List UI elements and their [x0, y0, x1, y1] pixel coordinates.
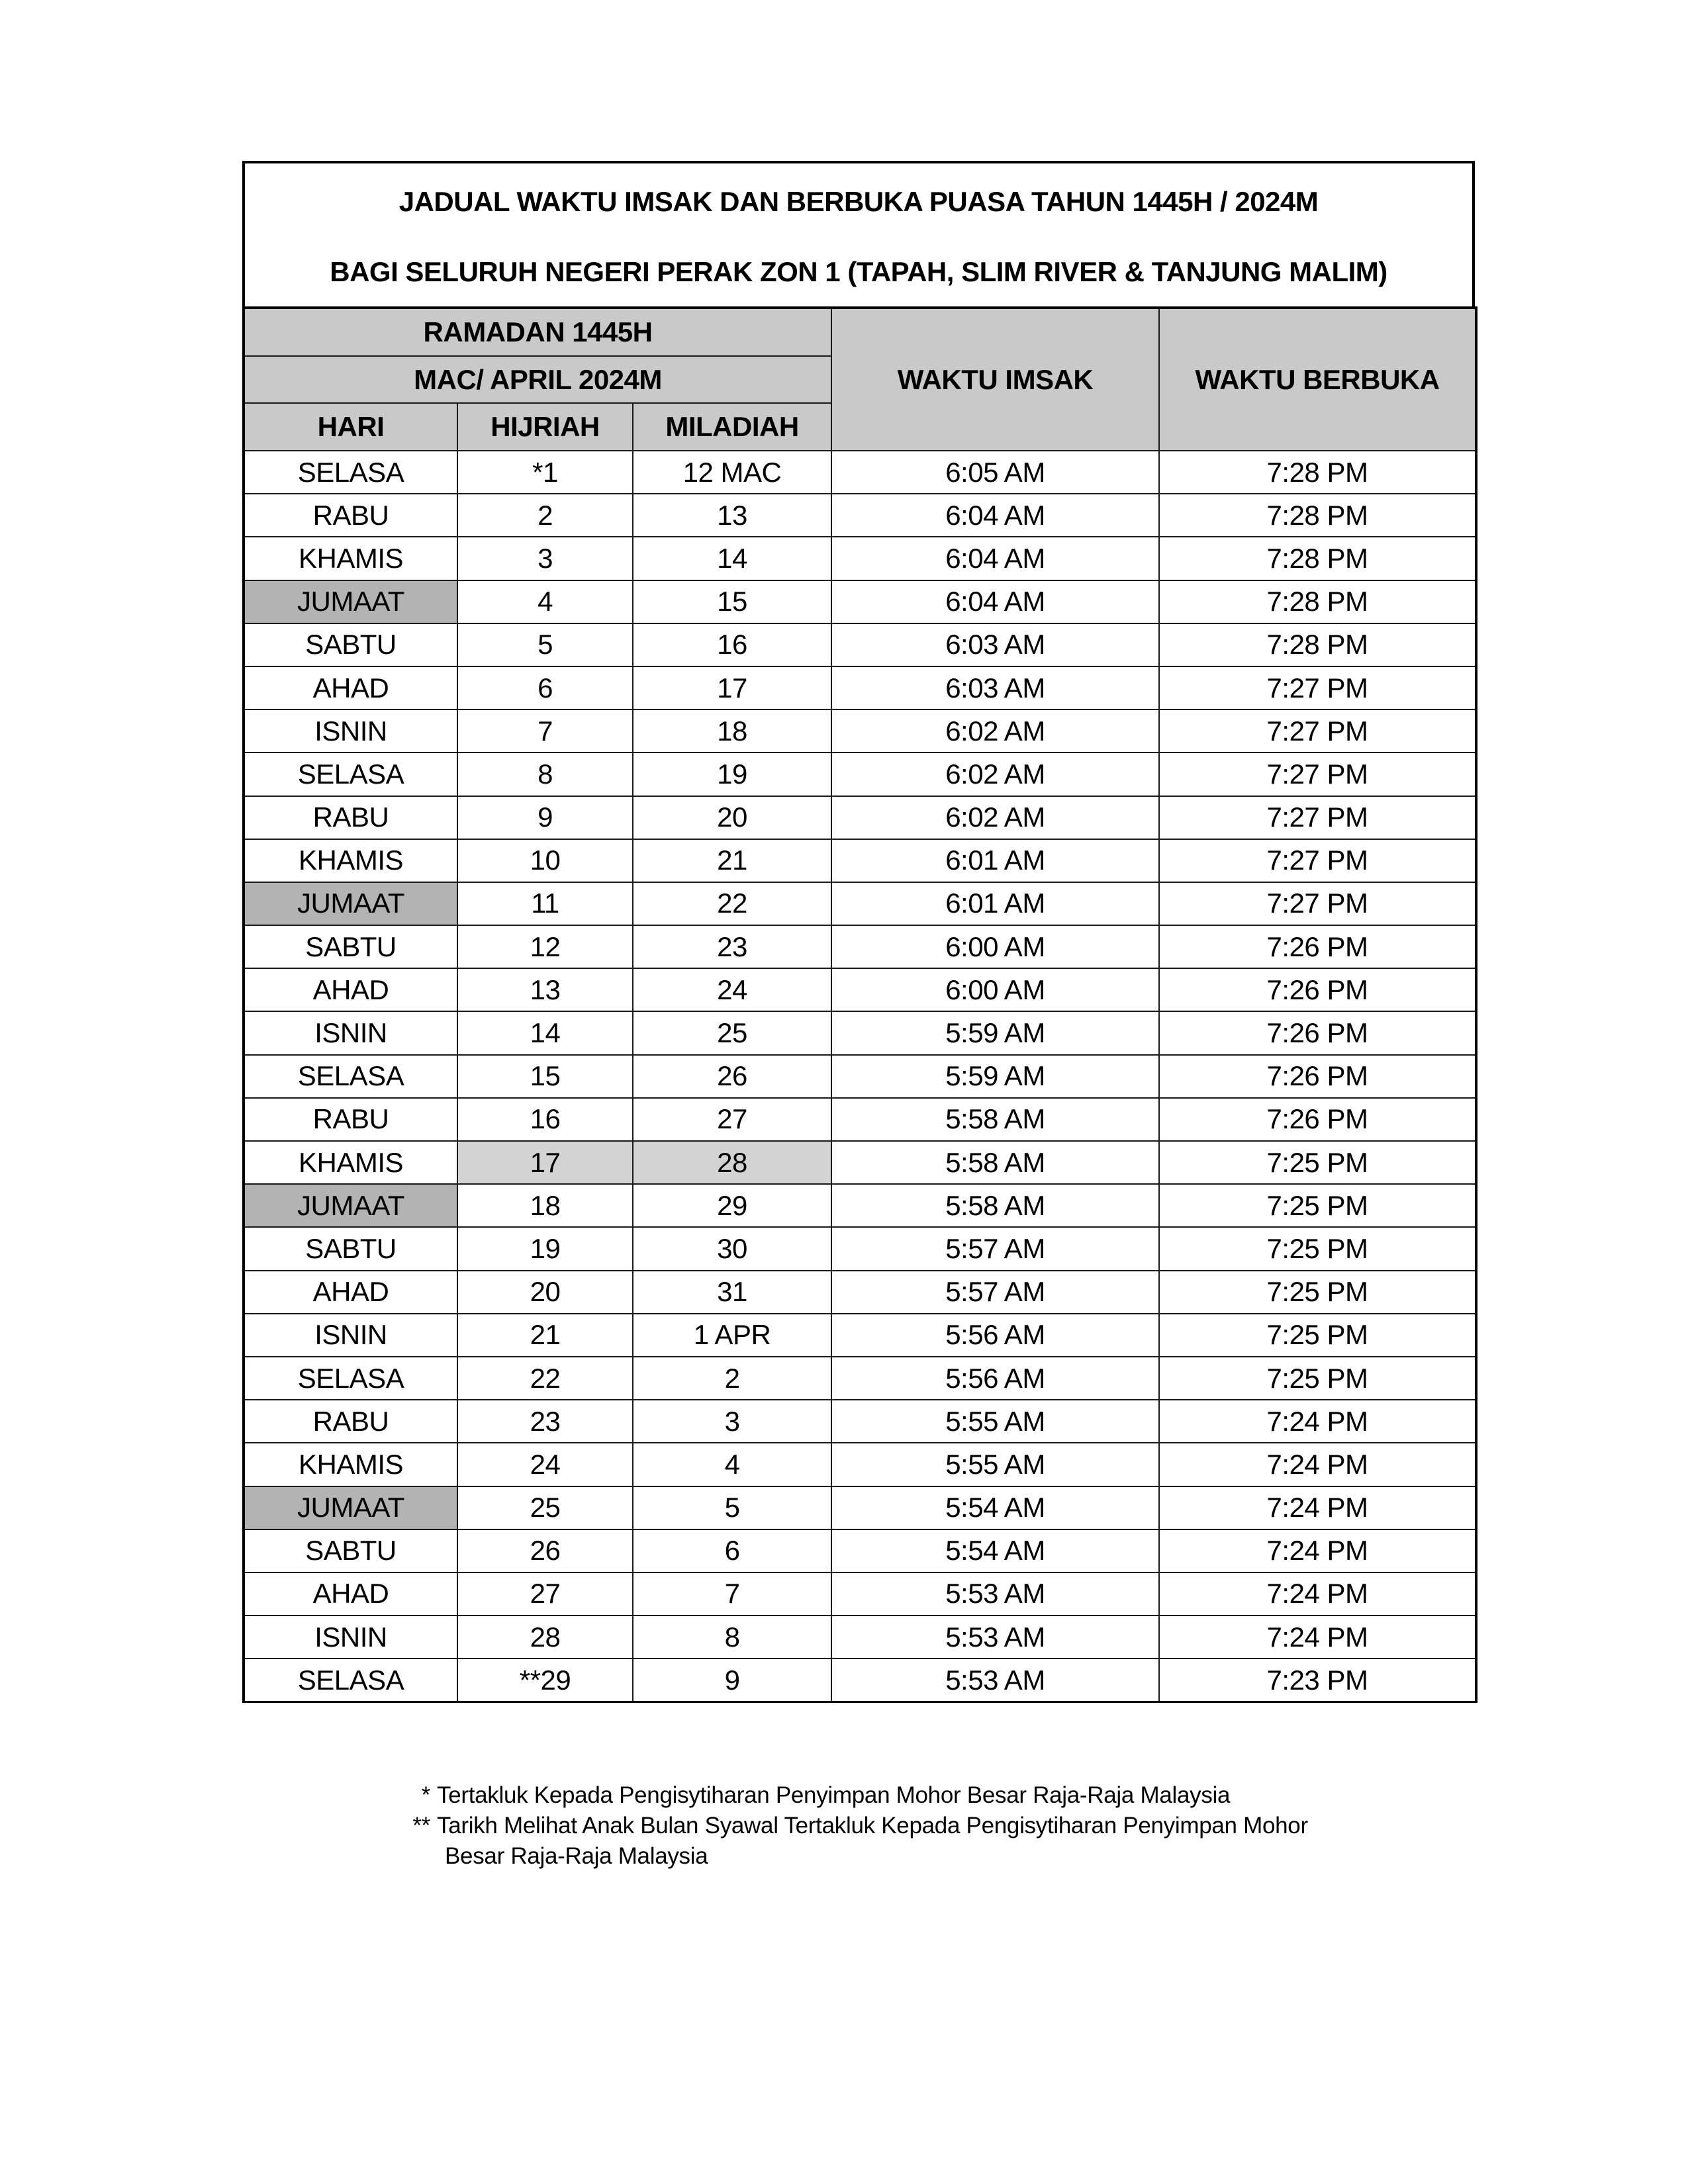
- cell-imsak: 5:53 AM: [831, 1572, 1159, 1615]
- cell-berbuka: 7:24 PM: [1159, 1615, 1476, 1659]
- cell-berbuka: 7:26 PM: [1159, 1098, 1476, 1141]
- header-month: MAC/ APRIL 2024M: [244, 356, 831, 403]
- cell-hari: ISNIN: [244, 1011, 457, 1054]
- cell-hijriah: 4: [457, 580, 633, 623]
- cell-hari: JUMAAT: [244, 580, 457, 623]
- cell-miladiah: 14: [633, 537, 831, 580]
- cell-hijriah: *1: [457, 451, 633, 494]
- cell-imsak: 5:58 AM: [831, 1098, 1159, 1141]
- table-row: [244, 1400, 1476, 1443]
- table-row: [244, 1011, 1476, 1054]
- cell-berbuka: 7:26 PM: [1159, 925, 1476, 968]
- cell-miladiah: 9: [633, 1659, 831, 1702]
- cell-hari: SELASA: [244, 451, 457, 494]
- header-hijriah: HIJRIAH: [457, 403, 633, 451]
- cell-miladiah: 21: [633, 839, 831, 882]
- cell-hari: AHAD: [244, 1572, 457, 1615]
- table-row: [244, 1529, 1476, 1572]
- cell-imsak: 5:57 AM: [831, 1227, 1159, 1270]
- cell-hijriah: 9: [457, 796, 633, 839]
- cell-hijriah: 19: [457, 1227, 633, 1270]
- header-waktu-berbuka: WAKTU BERBUKA: [1159, 308, 1476, 451]
- cell-imsak: 6:00 AM: [831, 968, 1159, 1011]
- cell-hari: SELASA: [244, 752, 457, 796]
- cell-imsak: 5:56 AM: [831, 1357, 1159, 1400]
- cell-imsak: 5:54 AM: [831, 1529, 1159, 1572]
- cell-hijriah: 17: [457, 1141, 633, 1184]
- schedule-body: [244, 451, 1476, 1702]
- cell-hijriah: 5: [457, 623, 633, 666]
- cell-miladiah: 16: [633, 623, 831, 666]
- cell-miladiah: 23: [633, 925, 831, 968]
- table-row: [244, 1184, 1476, 1227]
- cell-hijriah: 28: [457, 1615, 633, 1659]
- cell-berbuka: 7:28 PM: [1159, 494, 1476, 537]
- table-row: [244, 494, 1476, 537]
- cell-berbuka: 7:27 PM: [1159, 882, 1476, 925]
- cell-berbuka: 7:26 PM: [1159, 1011, 1476, 1054]
- table-row: [244, 882, 1476, 925]
- cell-berbuka: 7:25 PM: [1159, 1184, 1476, 1227]
- cell-hijriah: 13: [457, 968, 633, 1011]
- cell-berbuka: 7:25 PM: [1159, 1271, 1476, 1314]
- cell-hari: SABTU: [244, 1227, 457, 1270]
- cell-imsak: 5:53 AM: [831, 1659, 1159, 1702]
- cell-hijriah: **29: [457, 1659, 633, 1702]
- footnote-1-text: Tertakluk Kepada Pengisytiharan Penyimpan Mohor Besar Raja-Raja Malaysia: [437, 1782, 1231, 1808]
- footnote-2-text: Tarikh Melihat Anak Bulan Syawal Tertakluk Kepada Pengisytiharan Penyimpan Mohor: [437, 1813, 1308, 1839]
- table-row: [244, 1314, 1476, 1357]
- cell-miladiah: 26: [633, 1055, 831, 1098]
- footnote-1: [397, 1780, 1456, 1811]
- cell-hijriah: 8: [457, 752, 633, 796]
- cell-berbuka: 7:25 PM: [1159, 1141, 1476, 1184]
- cell-imsak: 6:04 AM: [831, 494, 1159, 537]
- cell-imsak: 5:59 AM: [831, 1011, 1159, 1054]
- cell-miladiah: 13: [633, 494, 831, 537]
- table-row: [244, 709, 1476, 752]
- cell-berbuka: 7:28 PM: [1159, 580, 1476, 623]
- cell-hari: KHAMIS: [244, 537, 457, 580]
- cell-berbuka: 7:28 PM: [1159, 537, 1476, 580]
- cell-miladiah: 6: [633, 1529, 831, 1572]
- header-miladiah: MILADIAH: [633, 403, 831, 451]
- cell-hijriah: 18: [457, 1184, 633, 1227]
- cell-imsak: 6:00 AM: [831, 925, 1159, 968]
- cell-imsak: 5:55 AM: [831, 1400, 1159, 1443]
- table-row: [244, 1055, 1476, 1098]
- cell-hijriah: 27: [457, 1572, 633, 1615]
- cell-berbuka: 7:24 PM: [1159, 1486, 1476, 1529]
- cell-hijriah: 15: [457, 1055, 633, 1098]
- footnote-2: [397, 1811, 1456, 1872]
- cell-miladiah: 29: [633, 1184, 831, 1227]
- cell-berbuka: 7:24 PM: [1159, 1529, 1476, 1572]
- cell-berbuka: 7:26 PM: [1159, 968, 1476, 1011]
- cell-berbuka: 7:24 PM: [1159, 1443, 1476, 1486]
- table-row: [244, 666, 1476, 709]
- cell-imsak: 6:04 AM: [831, 580, 1159, 623]
- cell-miladiah: 7: [633, 1572, 831, 1615]
- cell-miladiah: 20: [633, 796, 831, 839]
- cell-hari: ISNIN: [244, 1314, 457, 1357]
- cell-hari: SABTU: [244, 623, 457, 666]
- cell-hijriah: 22: [457, 1357, 633, 1400]
- cell-hijriah: 7: [457, 709, 633, 752]
- cell-berbuka: 7:25 PM: [1159, 1314, 1476, 1357]
- cell-hari: ISNIN: [244, 709, 457, 752]
- cell-miladiah: 27: [633, 1098, 831, 1141]
- cell-imsak: 6:05 AM: [831, 451, 1159, 494]
- cell-hari: AHAD: [244, 666, 457, 709]
- cell-miladiah: 1 APR: [633, 1314, 831, 1357]
- cell-imsak: 6:01 AM: [831, 839, 1159, 882]
- cell-imsak: 5:58 AM: [831, 1184, 1159, 1227]
- cell-miladiah: 24: [633, 968, 831, 1011]
- cell-hari: AHAD: [244, 968, 457, 1011]
- table-row: [244, 1486, 1476, 1529]
- cell-imsak: 6:02 AM: [831, 752, 1159, 796]
- cell-miladiah: 8: [633, 1615, 831, 1659]
- cell-hari: SELASA: [244, 1055, 457, 1098]
- schedule-table: [242, 306, 1477, 1703]
- table-row: [244, 623, 1476, 666]
- cell-hijriah: 25: [457, 1486, 633, 1529]
- footnote-2-mark: **: [412, 1813, 430, 1839]
- cell-hari: SABTU: [244, 925, 457, 968]
- table-row: [244, 1098, 1476, 1141]
- cell-miladiah: 19: [633, 752, 831, 796]
- cell-hijriah: 16: [457, 1098, 633, 1141]
- cell-miladiah: 3: [633, 1400, 831, 1443]
- cell-berbuka: 7:28 PM: [1159, 451, 1476, 494]
- cell-berbuka: 7:24 PM: [1159, 1400, 1476, 1443]
- footnote-1-mark: *: [421, 1782, 430, 1808]
- cell-miladiah: 31: [633, 1271, 831, 1314]
- cell-berbuka: 7:25 PM: [1159, 1227, 1476, 1270]
- table-row: [244, 1572, 1476, 1615]
- cell-hari: ISNIN: [244, 1615, 457, 1659]
- table-row: [244, 839, 1476, 882]
- header-ramadan: RAMADAN 1445H: [244, 308, 831, 356]
- cell-imsak: 5:58 AM: [831, 1141, 1159, 1184]
- table-row: [244, 925, 1476, 968]
- cell-hari: SABTU: [244, 1529, 457, 1572]
- cell-miladiah: 22: [633, 882, 831, 925]
- cell-hari: SELASA: [244, 1659, 457, 1702]
- cell-miladiah: 25: [633, 1011, 831, 1054]
- cell-hari: KHAMIS: [244, 839, 457, 882]
- cell-hari: RABU: [244, 1400, 457, 1443]
- cell-hari: RABU: [244, 1098, 457, 1141]
- cell-hari: JUMAAT: [244, 1184, 457, 1227]
- cell-miladiah: 2: [633, 1357, 831, 1400]
- table-row: [244, 1227, 1476, 1270]
- header-waktu-imsak: WAKTU IMSAK: [831, 308, 1159, 451]
- cell-hijriah: 2: [457, 494, 633, 537]
- table-row: [244, 1443, 1476, 1486]
- cell-imsak: 6:03 AM: [831, 666, 1159, 709]
- cell-hijriah: 23: [457, 1400, 633, 1443]
- table-row: [244, 752, 1476, 796]
- cell-miladiah: 18: [633, 709, 831, 752]
- cell-imsak: 6:04 AM: [831, 537, 1159, 580]
- cell-berbuka: 7:25 PM: [1159, 1357, 1476, 1400]
- cell-hari: KHAMIS: [244, 1141, 457, 1184]
- cell-hijriah: 11: [457, 882, 633, 925]
- cell-miladiah: 4: [633, 1443, 831, 1486]
- cell-berbuka: 7:27 PM: [1159, 796, 1476, 839]
- table-row: [244, 1659, 1476, 1702]
- title-box: [242, 161, 1475, 306]
- cell-berbuka: 7:28 PM: [1159, 623, 1476, 666]
- cell-hijriah: 20: [457, 1271, 633, 1314]
- cell-hari: RABU: [244, 494, 457, 537]
- cell-imsak: 5:56 AM: [831, 1314, 1159, 1357]
- cell-miladiah: 12 MAC: [633, 451, 831, 494]
- cell-hijriah: 10: [457, 839, 633, 882]
- cell-hijriah: 12: [457, 925, 633, 968]
- cell-hari: KHAMIS: [244, 1443, 457, 1486]
- cell-berbuka: 7:23 PM: [1159, 1659, 1476, 1702]
- table-row: [244, 580, 1476, 623]
- cell-hijriah: 26: [457, 1529, 633, 1572]
- footnotes: [397, 1780, 1456, 1872]
- table-row: [244, 968, 1476, 1011]
- cell-imsak: 6:03 AM: [831, 623, 1159, 666]
- cell-berbuka: 7:27 PM: [1159, 709, 1476, 752]
- table-row: [244, 451, 1476, 494]
- cell-imsak: 6:02 AM: [831, 709, 1159, 752]
- table-row: [244, 537, 1476, 580]
- cell-hijriah: 3: [457, 537, 633, 580]
- cell-hijriah: 6: [457, 666, 633, 709]
- table-row: [244, 1271, 1476, 1314]
- header-row-ramadan: [244, 308, 1476, 356]
- cell-imsak: 6:01 AM: [831, 882, 1159, 925]
- cell-berbuka: 7:24 PM: [1159, 1572, 1476, 1615]
- document-subtitle: BAGI SELURUH NEGERI PERAK ZON 1 (TAPAH, SLIM RIVER & TANJUNG MALIM): [330, 256, 1387, 287]
- cell-miladiah: 5: [633, 1486, 831, 1529]
- cell-hari: SELASA: [244, 1357, 457, 1400]
- cell-miladiah: 15: [633, 580, 831, 623]
- cell-imsak: 5:59 AM: [831, 1055, 1159, 1098]
- document-title: JADUAL WAKTU IMSAK DAN BERBUKA PUASA TAHUN 1445H / 2024M: [399, 186, 1319, 217]
- cell-hijriah: 24: [457, 1443, 633, 1486]
- cell-berbuka: 7:26 PM: [1159, 1055, 1476, 1098]
- cell-hari: AHAD: [244, 1271, 457, 1314]
- cell-hijriah: 14: [457, 1011, 633, 1054]
- cell-imsak: 5:53 AM: [831, 1615, 1159, 1659]
- cell-hari: RABU: [244, 796, 457, 839]
- cell-miladiah: 28: [633, 1141, 831, 1184]
- table-row: [244, 1141, 1476, 1184]
- cell-berbuka: 7:27 PM: [1159, 839, 1476, 882]
- cell-berbuka: 7:27 PM: [1159, 666, 1476, 709]
- cell-imsak: 5:54 AM: [831, 1486, 1159, 1529]
- footnote-2-continuation: Besar Raja-Raja Malaysia: [445, 1843, 708, 1869]
- cell-imsak: 6:02 AM: [831, 796, 1159, 839]
- cell-imsak: 5:55 AM: [831, 1443, 1159, 1486]
- table-row: [244, 1357, 1476, 1400]
- table-row: [244, 796, 1476, 839]
- cell-miladiah: 30: [633, 1227, 831, 1270]
- cell-hari: JUMAAT: [244, 882, 457, 925]
- cell-hari: JUMAAT: [244, 1486, 457, 1529]
- header-hari: HARI: [244, 403, 457, 451]
- cell-berbuka: 7:27 PM: [1159, 752, 1476, 796]
- table-row: [244, 1615, 1476, 1659]
- cell-hijriah: 21: [457, 1314, 633, 1357]
- cell-miladiah: 17: [633, 666, 831, 709]
- cell-imsak: 5:57 AM: [831, 1271, 1159, 1314]
